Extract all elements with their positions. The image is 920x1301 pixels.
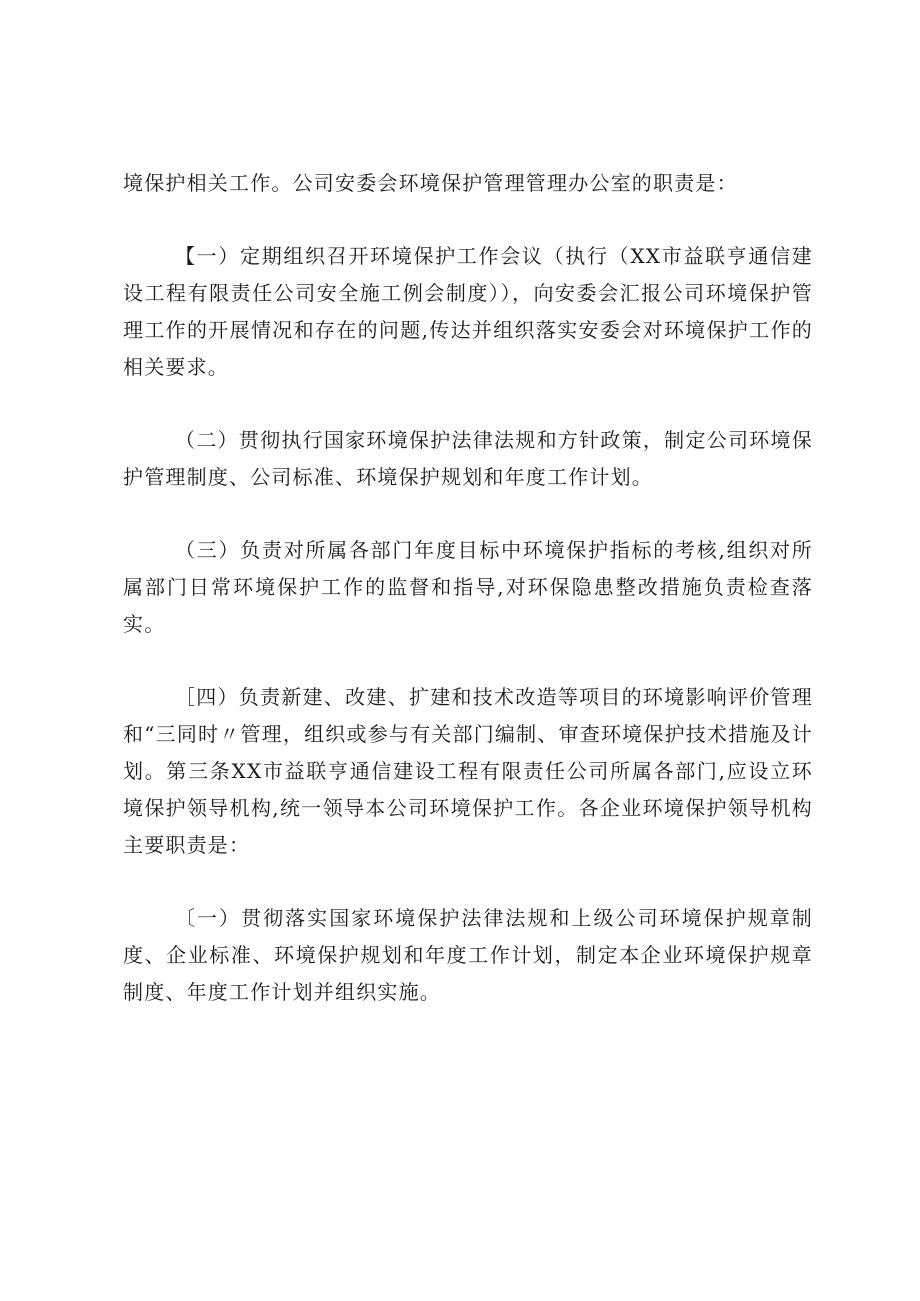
paragraph-item-4: ［四）负责新建、改建、扩建和技术改造等项目的环境影响评价管理和“三同时〃管理，组织或参与有关部门编制、审查环境保护技术措施及计划。第三条XX市益联亨通信建设工程有限责任公司所属各部门,应设立环境保护领导机构,统一领导本公司环境保护工作。各企业环境保护领导机构主要职责是： [123,685,813,857]
paragraph-spacer [123,643,813,679]
paragraph-item-3: （三）负责对所属各部门年度目标中环境保护指标的考核,组织对所属部门日常环境保护工作的监督和指导,对环保隐患整改措施负责检查落实。 [123,538,813,636]
document-body [123,165,813,1011]
paragraph-spacer [123,496,813,532]
paragraph-item-5: 〔一）贯彻落实国家环境保护法律法规和上级公司环境保护规章制度、企业标准、环境保护规划和年度工作计划，制定本企业环境保护规章制度、年度工作计划并组织实施。 [123,906,813,1004]
paragraph-intro: 境保护相关工作。公司安委会环境保护管理管理办公室的职责是： [123,171,738,195]
paragraph-spacer [123,386,813,422]
paragraph-item-1: 【一）定期组织召开环境保护工作会议（执行（XX市益联亨通信建设工程有限责任公司安全施工例会制度）），向安委会汇报公司环境保护管理工作的开展情况和存在的问题,传达并组织落实安委会对环境保护工作的相关要求。 [123,244,813,379]
paragraph-spacer [123,864,813,900]
paragraph-item-2: （二）贯彻执行国家环境保护法律法规和方针政策，制定公司环境保护管理制度、公司标准、环境保护规划和年度工作计划。 [123,428,813,489]
